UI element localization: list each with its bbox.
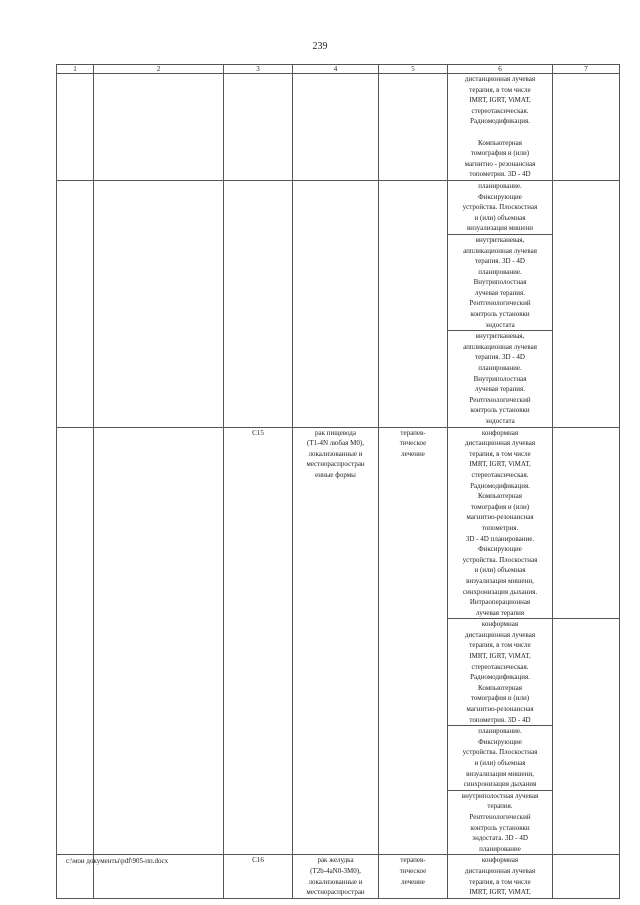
disease-model-cell: рак пищевода (T1-4N любая M0), локализованные и местнораспростран енные формы <box>293 427 379 855</box>
table-cell <box>94 180 224 427</box>
table-cell <box>293 180 379 427</box>
column-number-4: 4 <box>293 65 379 74</box>
column-number-5: 5 <box>379 65 448 74</box>
treatment-method-cell: внутритканевая, аппликационная лучевая терапия. 3D - 4D планирование. Внутриполостная лучевая терапия. Рентгенологический контроль установки эндостата <box>448 331 553 427</box>
treatment-type-cell: терапев- тическое лечение <box>379 427 448 855</box>
treatment-method-cell: планирование. Фиксирующие устройства. Плоскостная и (или) объемная визуализация мишени <box>448 180 553 234</box>
table-cell <box>293 74 379 181</box>
treatment-method-cell: дистанционная лучевая терапия, в том числе IMRT, IGRT, ViMAT, стереотаксическая. Радиомодификация. Компьютерная томография и (или) магнитно - резонансная топометрия. 3D - 4D <box>448 74 553 181</box>
table-row <box>57 74 620 181</box>
column-number-2: 2 <box>94 65 224 74</box>
treatment-method-cell: внутриполостная лучевая терапия. Рентгенологический контроль установки эндостата. 3D - 4D планирование <box>448 790 553 855</box>
table-cell <box>553 180 620 427</box>
page-number: 239 <box>312 41 328 52</box>
table-cell <box>57 74 94 181</box>
table-row <box>57 427 620 619</box>
table-cell <box>57 427 94 855</box>
diagnosis-code-cell: C15 <box>224 427 293 855</box>
table-cell <box>57 180 94 427</box>
treatment-method-cell: внутритканевая, аппликационная лучевая терапия. 3D - 4D планирование. Внутриполостная лучевая терапия. Рентгенологический контроль установки эндостата <box>448 234 553 330</box>
document-table <box>56 64 620 899</box>
footer-file-path: c:\мои документы\pdf\905-пп.docx <box>66 857 169 865</box>
table-cell <box>224 74 293 181</box>
table-cell <box>553 427 620 619</box>
table-row <box>57 180 620 234</box>
table-cell <box>379 74 448 181</box>
treatment-type-cell: терапев- тическое лечение <box>379 855 448 899</box>
treatment-method-cell: планирование. Фиксирующие устройства. Плоскостная и (или) объемная визуализация мишени, синхронизация дыхания <box>448 726 553 791</box>
treatment-method-cell: конформная дистанционная лучевая терапия, в том числе IMRT, IGRT, ViMAT, стереотаксическая. Радиомодификация. Компьютерная томография и (или) магнитно-резонансная топометрия. 3D - 4D планирование. Фиксирующие устройства. Плоскостная и (или) объемная визуализация мишени, синхронизация дыхания. Интраоперационная лучевая терапия <box>448 427 553 619</box>
diagnosis-code-cell: C16 <box>224 855 293 899</box>
table-cell <box>379 180 448 427</box>
table-cell <box>94 74 224 181</box>
column-number-1: 1 <box>57 65 94 74</box>
column-number-6: 6 <box>448 65 553 74</box>
treatment-method-cell: конформная дистанционная лучевая терапия, в том числе IMRT, IGRT, ViMAT, <box>448 855 553 899</box>
table-cell <box>553 74 620 181</box>
column-number-3: 3 <box>224 65 293 74</box>
table-cell <box>553 855 620 899</box>
column-number-7: 7 <box>553 65 620 74</box>
disease-model-cell: рак желудка (T2b-4aN0-3M0), локализованные и местнораспростран <box>293 855 379 899</box>
table-cell <box>553 619 620 855</box>
column-number-row <box>57 65 620 74</box>
table-cell <box>224 180 293 427</box>
treatment-method-cell: конформная дистанционная лучевая терапия, в том числе IMRT, IGRT, ViMAT, стереотаксическая. Радиомодификация. Компьютерная томография и (или) магнитно-резонансная топометрия. 3D - 4D <box>448 619 553 726</box>
table-cell <box>94 427 224 855</box>
